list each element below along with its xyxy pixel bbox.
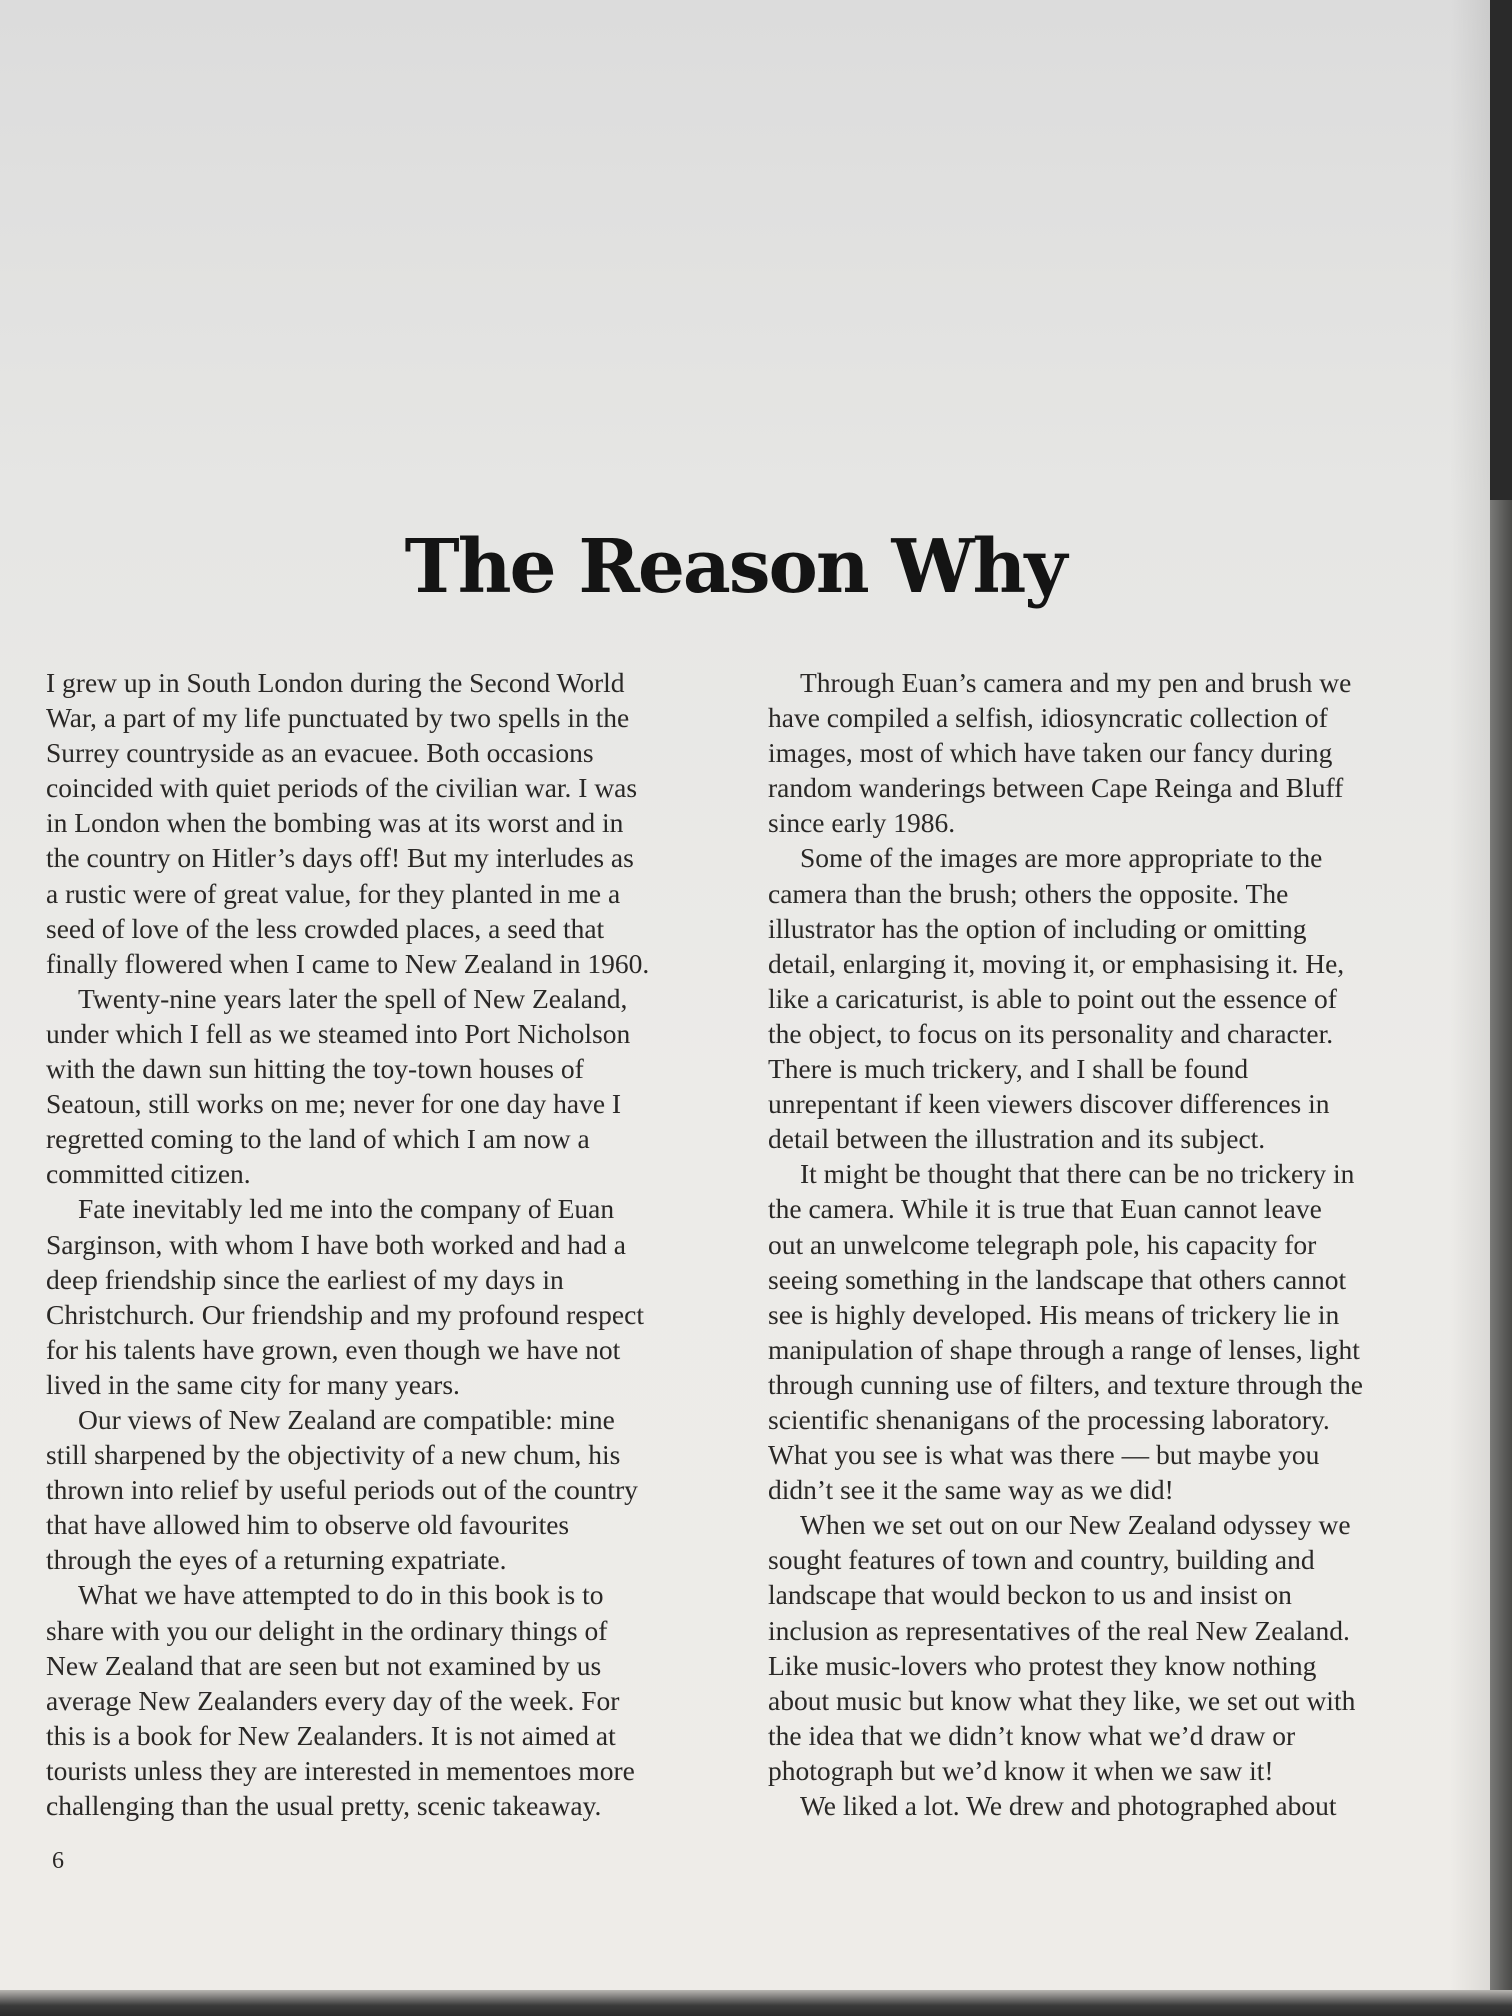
text-line: random wanderings between Cape Reinga and Bluff — [768, 772, 1344, 804]
text-line: this is a book for New Zealanders. It is not aimed at — [46, 1719, 616, 1751]
text-line: through the eyes of a returning expatriate. — [46, 1544, 507, 1576]
right-text-column — [768, 665, 1448, 1823]
text-line: Surrey countryside as an evacuee. Both occasions — [46, 737, 594, 769]
text-line: Sarginson, with whom I have both worked and had a — [46, 1228, 626, 1260]
left-text-column — [46, 665, 736, 1823]
text-line: sought features of town and country, building and — [768, 1544, 1315, 1576]
text-line: unrepentant if keen viewers discover differences in — [768, 1088, 1330, 1120]
text-line: share with you our delight in the ordinary things of — [46, 1614, 608, 1646]
text-line: seed of love of the less crowded places, a seed that — [46, 912, 605, 944]
text-line: Twenty-nine years later the spell of New Zealand, — [78, 982, 628, 1014]
text-line: like a caricaturist, is able to point out the essence of — [768, 982, 1337, 1014]
text-line: When we set out on our New Zealand odyssey we — [800, 1509, 1351, 1541]
text-line: in London when the bombing was at its worst and in — [46, 807, 624, 839]
text-line: landscape that would beckon to us and insist on — [768, 1579, 1292, 1611]
page-number: 6 — [52, 1848, 64, 1874]
text-line: still sharpened by the objectivity of a new chum, his — [46, 1439, 621, 1471]
text-line: out an unwelcome telegraph pole, his capacity for — [768, 1228, 1317, 1260]
text-line: for his talents have grown, even though we have not — [46, 1333, 621, 1365]
text-line: lived in the same city for many years. — [46, 1368, 460, 1400]
text-line: photograph but we’d know it when we saw it! — [768, 1754, 1274, 1786]
text-line: There is much trickery, and I shall be found — [768, 1053, 1249, 1085]
text-line: didn’t see it the same way as we did! — [768, 1474, 1174, 1506]
book-cover-edge — [1490, 500, 1512, 2016]
book-bottom-edge — [0, 1990, 1512, 2016]
text-line: with the dawn sun hitting the toy-town houses of — [46, 1053, 584, 1085]
text-line: under which I fell as we steamed into Port Nicholson — [46, 1017, 631, 1049]
text-line: the country on Hitler’s days off! But my interludes as — [46, 842, 634, 874]
text-line: scientific shenanigans of the processing laboratory. — [768, 1403, 1330, 1435]
text-line: about music but know what they like, we set out with — [768, 1684, 1356, 1716]
text-line: regretted coming to the land of which I am now a — [46, 1123, 590, 1155]
text-line: New Zealand that are seen but not examined by us — [46, 1649, 602, 1681]
text-line: finally flowered when I came to New Zealand in 1960. — [46, 947, 650, 979]
text-line: Christchurch. Our friendship and my profound respect — [46, 1298, 644, 1330]
text-line: through cunning use of filters, and texture through the — [768, 1368, 1363, 1400]
text-line: that have allowed him to observe old favourites — [46, 1509, 570, 1541]
text-line: What you see is what was there — but maybe you — [768, 1439, 1320, 1471]
text-line: camera than the brush; others the opposite. The — [768, 877, 1289, 909]
text-line: Fate inevitably led me into the company of Euan — [78, 1193, 615, 1225]
text-line: What we have attempted to do in this book is to — [78, 1579, 604, 1611]
text-line: coincided with quiet periods of the civilian war. I was — [46, 772, 638, 804]
text-line: manipulation of shape through a range of lenses, light — [768, 1333, 1360, 1365]
text-line: have compiled a selfish, idiosyncratic collection of — [768, 702, 1328, 734]
text-line: I grew up in South London during the Second World — [46, 667, 625, 698]
text-line: since early 1986. — [768, 807, 956, 839]
text-line: Seatoun, still works on me; never for one day have I — [46, 1088, 622, 1120]
text-line: detail between the illustration and its subject. — [768, 1123, 1266, 1155]
text-line: thrown into relief by useful periods out of the country — [46, 1474, 638, 1506]
text-line: Like music-lovers who protest they know nothing — [768, 1649, 1317, 1681]
text-line: It might be thought that there can be no trickery in — [800, 1158, 1355, 1190]
text-line: committed citizen. — [46, 1158, 251, 1190]
text-line: War, a part of my life punctuated by two spells in the — [46, 702, 630, 734]
text-line: tourists unless they are interested in mementoes more — [46, 1754, 635, 1786]
text-line: Through Euan’s camera and my pen and brush we — [800, 667, 1352, 698]
text-line: seeing something in the landscape that others cannot — [768, 1263, 1347, 1295]
text-line: Our views of New Zealand are compatible: mine — [78, 1403, 615, 1435]
text-line: inclusion as representatives of the real New Zealand. — [768, 1614, 1350, 1646]
text-line: the idea that we didn’t know what we’d draw or — [768, 1719, 1296, 1751]
text-line: illustrator has the option of including or omitting — [768, 912, 1307, 944]
text-line: deep friendship since the earliest of my days in — [46, 1263, 564, 1295]
text-line: the object, to focus on its personality and character. — [768, 1017, 1334, 1049]
text-line: a rustic were of great value, for they planted in me a — [46, 877, 621, 909]
text-line: see is highly developed. His means of trickery lie in — [768, 1298, 1340, 1330]
text-line: Some of the images are more appropriate to the — [800, 842, 1323, 874]
text-line: images, most of which have taken our fancy during — [768, 737, 1333, 769]
text-line: average New Zealanders every day of the week. For — [46, 1684, 620, 1716]
text-line: challenging than the usual pretty, scenic takeaway. — [46, 1790, 602, 1821]
text-line: the camera. While it is true that Euan cannot leave — [768, 1193, 1322, 1225]
text-line: We liked a lot. We drew and photographed about — [800, 1790, 1337, 1821]
text-line: detail, enlarging it, moving it, or emphasising it. He, — [768, 947, 1345, 979]
page-title: The Reason Why — [404, 524, 1066, 610]
